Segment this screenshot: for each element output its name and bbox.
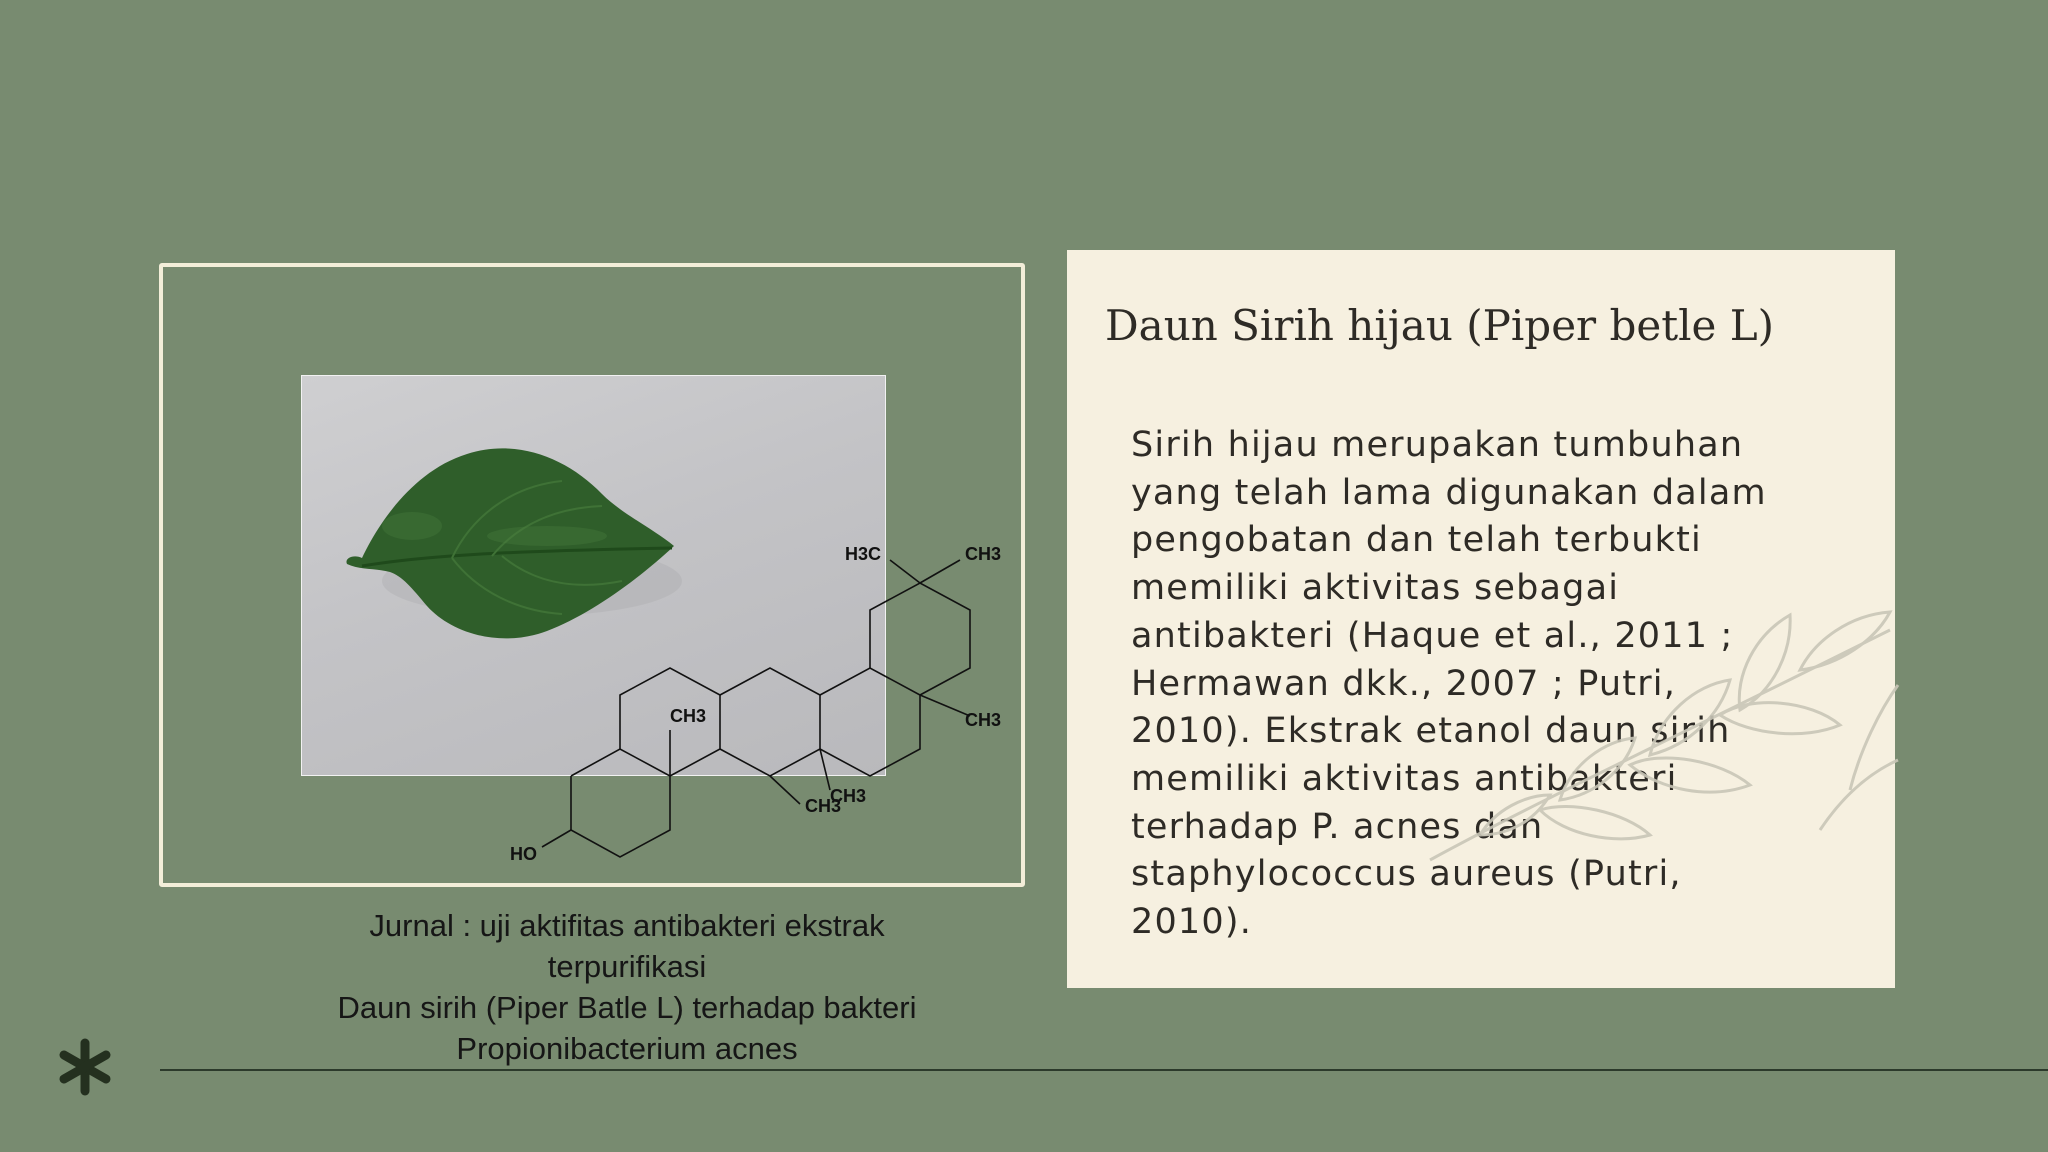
ch3-label: CH3 [965,710,1002,730]
h3c-label: H3C [845,544,882,564]
body-line: Sirih hijau merupakan tumbuhan [1131,425,1744,465]
body-line: pengobatan dan telah terbukti [1131,520,1702,561]
ch3-label: CH3 [670,706,707,726]
body-line: antibakteri (Haque et al., 2011 ; [1131,615,1734,656]
triterpenoid-structure-diagram [480,520,1020,885]
info-card [1067,250,1895,988]
ch3-label: CH3 [830,786,867,806]
body-line: memiliki aktivitas sebagai [1131,568,1620,609]
card-title: Daun Sirih hijau (Piper betle L) [1105,301,1775,350]
bottom-divider [160,1069,2048,1071]
ho-label: HO [510,844,537,864]
body-line: memiliki aktivitas antibakteri [1131,758,1678,799]
caption-line: terpurifikasi [547,949,707,984]
caption-line: Jurnal : uji aktifitas antibakteri ekstrak [369,908,885,943]
asterisk-icon [55,1037,115,1097]
body-line: Hermawan dkk., 2007 ; Putri, [1131,663,1677,704]
card-body [1131,422,1811,947]
body-line: terhadap P. acnes dan [1131,806,1544,847]
body-line: 2010). Ekstrak etanol daun sirih [1131,711,1731,752]
body-line: yang telah lama digunakan dalam [1131,472,1767,513]
body-line: 2010). [1131,902,1253,943]
body-line: staphylococcus aureus (Putri, [1131,854,1682,895]
caption-line: Propionibacterium acnes [456,1031,798,1066]
caption-line: Daun sirih (Piper Batle L) terhadap bakteri [337,990,917,1025]
figure-caption [242,905,1012,1069]
ch3-label: CH3 [805,796,842,816]
ch3-label: CH3 [965,544,1002,564]
